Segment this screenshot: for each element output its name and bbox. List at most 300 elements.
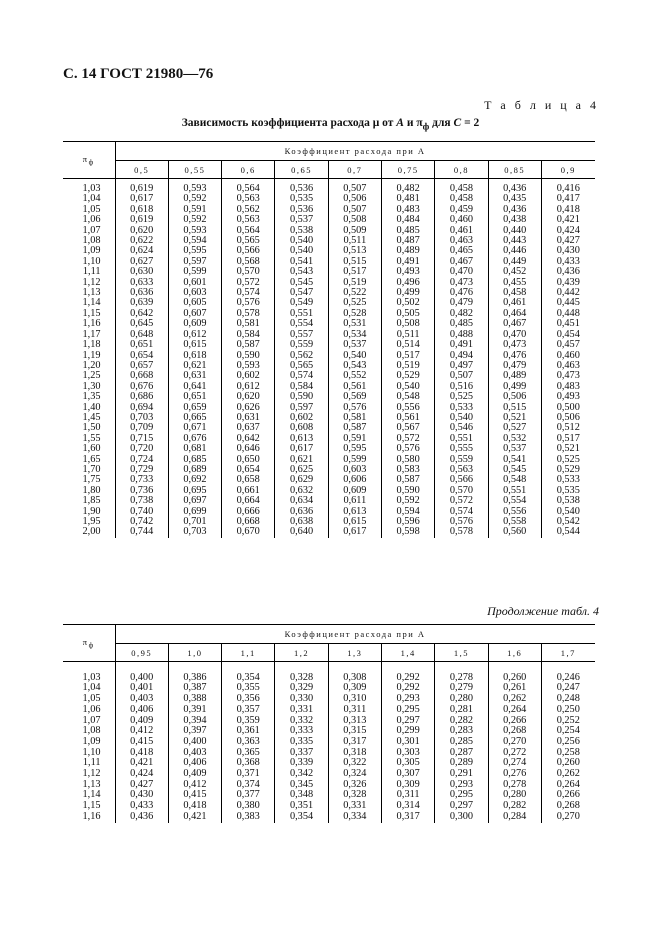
coefficient-cell: 0,584	[222, 330, 275, 340]
coefficient-cell: 0,279	[435, 683, 488, 694]
coefficient-cell: 0,371	[222, 769, 275, 780]
header-separator	[63, 662, 595, 673]
coefficient-cell: 0,464	[488, 309, 541, 319]
coefficient-cell: 0,527	[488, 423, 541, 433]
coefficient-cell: 0,307	[381, 769, 434, 780]
coefficient-cell: 0,619	[115, 184, 168, 194]
coefficient-cell: 0,355	[222, 683, 275, 694]
coefficient-cell: 0,654	[222, 465, 275, 475]
coefficient-cell: 0,299	[381, 726, 434, 737]
coefficient-cell: 0,418	[168, 801, 221, 812]
coefficient-cell: 0,256	[556, 735, 580, 747]
coefficient-cell: 0,435	[488, 194, 541, 204]
coefficient-cell: 0,686	[115, 392, 168, 402]
coefficient-cell: 0,642	[222, 434, 275, 444]
coefficient-cell: 0,587	[328, 423, 381, 433]
coefficient-cell: 0,445	[556, 297, 580, 309]
coefficient-cell: 0,557	[275, 330, 328, 340]
coefficient-cell: 0,502	[381, 298, 434, 308]
coefficient-cell: 0,576	[222, 298, 275, 308]
coefficient-cell: 0,512	[556, 422, 580, 434]
pi-value-cell: 1,04	[63, 683, 115, 694]
coefficient-cell: 0,483	[556, 380, 580, 392]
coefficient-cell: 0,467	[435, 257, 488, 267]
coefficient-cell: 0,612	[222, 382, 275, 392]
coefficient-cell: 0,305	[381, 758, 434, 769]
coefficient-cell: 0,537	[488, 444, 541, 454]
coefficient-cell: 0,639	[115, 298, 168, 308]
coefficient-cell: 0,531	[328, 319, 381, 329]
coefficient-cell: 0,315	[328, 726, 381, 737]
coefficient-cell: 0,458	[435, 194, 488, 204]
coefficient-cell: 0,548	[381, 392, 434, 402]
table-number-label: Т а б л и ц а 4	[484, 98, 599, 112]
column-header: 1,4	[381, 644, 434, 662]
coefficient-cell: 0,543	[275, 267, 328, 277]
coefficient-cell: 0,365	[222, 748, 275, 759]
coefficient-cell: 0,517	[381, 351, 434, 361]
coefficient-cell: 0,317	[328, 737, 381, 748]
coefficient-cell: 0,272	[488, 748, 541, 759]
coefficient-cell: 0,533	[435, 403, 488, 413]
coefficient-cell: 0,574	[275, 371, 328, 381]
coefficient-cell: 0,348	[275, 790, 328, 801]
coefficient-cell: 0,540	[328, 351, 381, 361]
coefficient-cell: 0,476	[488, 351, 541, 361]
coefficient-cell: 0,619	[115, 215, 168, 225]
coefficient-cell: 0,311	[381, 790, 434, 801]
coefficient-cell: 0,261	[488, 683, 541, 694]
coefficient-cell: 0,634	[275, 496, 328, 506]
coefficient-cell: 0,661	[222, 486, 275, 496]
pi-value-cell: 1,03	[63, 184, 115, 194]
coefficient-cell: 0,479	[435, 298, 488, 308]
coefficient-cell: 0,496	[381, 278, 434, 288]
pi-value-cell: 1,11	[63, 267, 115, 277]
coefficient-cell: 0,280	[488, 790, 541, 801]
pi-value-cell: 1,13	[63, 288, 115, 298]
coefficient-cell: 0,292	[381, 683, 434, 694]
coefficient-cell: 0,254	[556, 725, 580, 737]
corner-header: $\pi_ф$	[63, 625, 115, 662]
coefficient-cell: 0,576	[435, 517, 488, 527]
table-row	[63, 812, 595, 823]
separator-cell	[488, 662, 541, 673]
coefficient-cell: 0,332	[275, 716, 328, 727]
coefficient-cell: 0,454	[556, 328, 580, 340]
coefficient-cell: 0,515	[328, 257, 381, 267]
column-header: 0,65	[275, 161, 328, 179]
coefficient-cell: 0,439	[556, 276, 580, 288]
coefficient-cell: 0,562	[275, 351, 328, 361]
pi-value-cell: 1,90	[63, 507, 115, 517]
pi-value-cell: 1,55	[63, 434, 115, 444]
coefficient-cell: 0,479	[488, 361, 541, 371]
coefficient-cell: 0,522	[328, 288, 381, 298]
coefficient-cell: 0,595	[328, 444, 381, 454]
caption-part: Зависимость коэффициента расхода	[181, 117, 373, 129]
coefficient-cell: 0,438	[488, 215, 541, 225]
coefficient-cell: 0,594	[381, 507, 434, 517]
coefficient-cell: 0,291	[435, 769, 488, 780]
caption-part: и	[403, 117, 417, 129]
column-header: 0,55	[168, 161, 221, 179]
coefficient-cell: 0,274	[488, 758, 541, 769]
coefficient-cell: 0,388	[168, 694, 221, 705]
coefficient-cell: 0,574	[222, 288, 275, 298]
coefficient-cell: 0,282	[488, 801, 541, 812]
coefficient-cell: 0,400	[168, 737, 221, 748]
pi-value-cell: 1,10	[63, 748, 115, 759]
coefficient-cell: 0,668	[115, 371, 168, 381]
coefficient-cell: 0,545	[488, 465, 541, 475]
coefficient-cell: 0,326	[328, 780, 381, 791]
coefficient-cell: 0,676	[115, 382, 168, 392]
coefficient-cell: 0,528	[328, 309, 381, 319]
coefficient-cell: 0,593	[222, 361, 275, 371]
coefficient-cell: 0,500	[556, 401, 580, 413]
coefficient-cell: 0,633	[115, 278, 168, 288]
coefficient-cell: 0,664	[222, 496, 275, 506]
coefficient-cell: 0,357	[222, 705, 275, 716]
pi-value-cell: 1,11	[63, 758, 115, 769]
coefficient-cell: 0,536	[275, 205, 328, 215]
coefficient-cell: 0,337	[275, 748, 328, 759]
coefficient-cell: 0,446	[488, 246, 541, 256]
pi-value-cell: 1,08	[63, 726, 115, 737]
coefficient-cell: 0,694	[115, 403, 168, 413]
coefficient-cell: 0,433	[115, 801, 168, 812]
coefficient-cell: 0,566	[222, 246, 275, 256]
coefficient-cell: 0,651	[115, 340, 168, 350]
group-header: Коэффициент расхода при A	[115, 142, 595, 161]
coefficient-cell: 0,605	[168, 298, 221, 308]
pi-value-cell: 1,80	[63, 486, 115, 496]
coefficient-cell: 0,699	[168, 507, 221, 517]
pi-value-cell: 1,60	[63, 444, 115, 454]
coefficient-cell: 0,403	[168, 748, 221, 759]
coefficient-cell: 0,264	[556, 778, 580, 790]
coefficient-cell: 0,276	[488, 769, 541, 780]
coefficient-cell: 0,627	[115, 257, 168, 267]
coefficient-cell: 0,618	[115, 205, 168, 215]
table-row	[63, 737, 595, 748]
coefficient-cell: 0,314	[381, 801, 434, 812]
coefficient-cell: 0,709	[115, 423, 168, 433]
coefficient-cell: 0,556	[381, 403, 434, 413]
coefficient-cell: 0,551	[488, 486, 541, 496]
coefficient-cell: 0,537	[328, 340, 381, 350]
pi-value-cell: 1,15	[63, 309, 115, 319]
coefficient-cell: 0,283	[435, 726, 488, 737]
coefficient-cell: 0,506	[556, 411, 580, 423]
coefficient-cell: 0,406	[115, 705, 168, 716]
pi-value-cell: 1,85	[63, 496, 115, 506]
pi-value-cell: 1,14	[63, 298, 115, 308]
coefficient-cell: 0,626	[222, 403, 275, 413]
coefficient-cell: 0,322	[328, 758, 381, 769]
pi-value-cell: 1,13	[63, 780, 115, 791]
coefficient-cell: 0,538	[556, 495, 580, 507]
coefficient-cell: 0,578	[435, 527, 488, 537]
pi-value-cell: 1,17	[63, 330, 115, 340]
coefficient-cell: 0,547	[275, 288, 328, 298]
coefficient-cell: 0,724	[115, 455, 168, 465]
coefficient-cell: 0,268	[488, 726, 541, 737]
coefficient-cell: 0,665	[168, 413, 221, 423]
column-header: 0,6	[222, 161, 275, 179]
coefficient-cell: 0,461	[488, 298, 541, 308]
pi-value-cell: 1,25	[63, 371, 115, 381]
coefficient-cell: 0,403	[115, 694, 168, 705]
coefficient-cell: 0,685	[168, 455, 221, 465]
coefficient-cell: 0,473	[556, 370, 580, 382]
coefficient-cell: 0,377	[222, 790, 275, 801]
coefficient-cell: 0,617	[328, 527, 381, 537]
coefficient-cell: 0,584	[275, 382, 328, 392]
coefficient-cell: 0,670	[222, 527, 275, 537]
coefficient-cell: 0,451	[556, 318, 580, 330]
coefficient-cell: 0,262	[556, 768, 580, 780]
coefficient-cell: 0,394	[168, 716, 221, 727]
flow-coefficient-table-1	[63, 141, 595, 538]
coefficient-cell: 0,455	[488, 278, 541, 288]
coefficient-cell: 0,551	[275, 309, 328, 319]
separator-cell	[435, 662, 488, 673]
coefficient-cell: 0,463	[556, 359, 580, 371]
coefficient-cell: 0,529	[556, 463, 580, 475]
coefficient-cell: 0,284	[488, 812, 541, 823]
coefficient-cell: 0,568	[222, 257, 275, 267]
coefficient-cell: 0,566	[435, 475, 488, 485]
column-header: 1,5	[435, 644, 488, 662]
coefficient-cell: 0,506	[328, 194, 381, 204]
caption-symbol-c: C	[453, 117, 462, 129]
coefficient-cell: 0,570	[222, 267, 275, 277]
column-header: 0,5	[115, 161, 168, 179]
coefficient-cell: 0,744	[115, 527, 168, 537]
coefficient-cell: 0,248	[556, 693, 580, 705]
coefficient-cell: 0,742	[115, 517, 168, 527]
coefficient-cell: 0,482	[435, 309, 488, 319]
coefficient-cell: 0,264	[488, 705, 541, 716]
coefficient-cell: 0,517	[556, 432, 580, 444]
coefficient-cell: 0,598	[381, 527, 434, 537]
pi-value-cell: 1,70	[63, 465, 115, 475]
pi-value-cell: 1,09	[63, 246, 115, 256]
coefficient-cell: 0,507	[435, 371, 488, 381]
pi-value-cell: 1,19	[63, 351, 115, 361]
table-row	[63, 392, 595, 402]
coefficient-cell: 0,545	[275, 278, 328, 288]
coefficient-cell: 0,651	[168, 392, 221, 402]
coefficient-cell: 0,328	[275, 673, 328, 684]
coefficient-cell: 0,374	[222, 780, 275, 791]
coefficient-cell: 0,637	[222, 423, 275, 433]
coefficient-cell: 0,548	[488, 475, 541, 485]
coefficient-cell: 0,581	[222, 319, 275, 329]
coefficient-cell: 0,658	[222, 475, 275, 485]
coefficient-cell: 0,621	[168, 361, 221, 371]
coefficient-cell: 0,354	[275, 812, 328, 823]
coefficient-cell: 0,561	[328, 382, 381, 392]
pi-value-cell: 1,18	[63, 340, 115, 350]
coefficient-cell: 0,266	[488, 716, 541, 727]
coefficient-cell: 0,559	[275, 340, 328, 350]
coefficient-cell: 0,465	[435, 246, 488, 256]
coefficient-cell: 0,345	[275, 780, 328, 791]
coefficient-cell: 0,590	[222, 351, 275, 361]
coefficient-cell: 0,449	[488, 257, 541, 267]
caption-sub: ф	[422, 121, 430, 133]
coefficient-cell: 0,508	[381, 319, 434, 329]
coefficient-cell: 0,499	[488, 382, 541, 392]
coefficient-cell: 0,488	[435, 330, 488, 340]
column-header: 0,95	[115, 644, 168, 662]
column-header: 1,3	[328, 644, 381, 662]
coefficient-cell: 0,701	[168, 517, 221, 527]
pi-value-cell: 1,06	[63, 705, 115, 716]
flow-coefficient-table-2	[63, 624, 595, 823]
coefficient-cell: 0,484	[381, 215, 434, 225]
coefficient-cell: 0,607	[168, 309, 221, 319]
caption-part: от	[379, 117, 397, 129]
coefficient-cell: 0,511	[328, 236, 381, 246]
coefficient-cell: 0,556	[488, 507, 541, 517]
coefficient-cell: 0,646	[222, 444, 275, 454]
coefficient-cell: 0,380	[222, 801, 275, 812]
pi-value-cell: 1,20	[63, 361, 115, 371]
coefficient-cell: 0,671	[168, 423, 221, 433]
pi-value-cell: 1,09	[63, 737, 115, 748]
coefficient-cell: 0,278	[488, 780, 541, 791]
coefficient-cell: 0,285	[435, 737, 488, 748]
coefficient-cell: 0,333	[275, 726, 328, 737]
coefficient-cell: 0,558	[488, 517, 541, 527]
coefficient-cell: 0,295	[381, 705, 434, 716]
coefficient-cell: 0,268	[556, 800, 580, 812]
pi-value-cell: 1,75	[63, 475, 115, 485]
coefficient-cell: 0,529	[381, 371, 434, 381]
coefficient-cell: 0,697	[168, 496, 221, 506]
coefficient-cell: 0,457	[556, 339, 580, 351]
coefficient-cell: 0,541	[488, 455, 541, 465]
coefficient-cell: 0,517	[328, 267, 381, 277]
pi-value-cell: 1,14	[63, 790, 115, 801]
coefficient-cell: 0,648	[115, 330, 168, 340]
coefficient-cell: 0,567	[381, 423, 434, 433]
coefficient-cell: 0,601	[168, 278, 221, 288]
corner-header: $\pi_ф$	[63, 142, 115, 179]
coefficient-cell: 0,391	[168, 705, 221, 716]
column-header: 1,2	[275, 644, 328, 662]
coefficient-cell: 0,493	[556, 391, 580, 403]
coefficient-cell: 0,317	[381, 812, 434, 823]
separator-cell	[381, 662, 434, 673]
coefficient-cell: 0,507	[328, 205, 381, 215]
table-row	[63, 527, 595, 537]
coefficient-cell: 0,421	[168, 812, 221, 823]
coefficient-cell: 0,266	[556, 789, 580, 801]
coefficient-cell: 0,287	[435, 748, 488, 759]
coefficient-cell: 0,400	[115, 673, 168, 684]
coefficient-cell: 0,521	[556, 443, 580, 455]
coefficient-cell: 0,532	[488, 434, 541, 444]
coefficient-cell: 0,436	[488, 205, 541, 215]
coefficient-cell: 0,695	[168, 486, 221, 496]
coefficient-cell: 0,330	[275, 694, 328, 705]
coefficient-cell: 0,505	[381, 309, 434, 319]
coefficient-cell: 0,487	[381, 236, 434, 246]
coefficient-cell: 0,458	[435, 184, 488, 194]
separator-cell	[275, 662, 328, 673]
pi-value-cell: 1,45	[63, 413, 115, 423]
coefficient-cell: 0,467	[488, 319, 541, 329]
pi-value-cell: 1,12	[63, 278, 115, 288]
coefficient-cell: 0,309	[381, 780, 434, 791]
coefficient-cell: 0,596	[381, 517, 434, 527]
coefficient-cell: 0,603	[168, 288, 221, 298]
pi-value-cell: 1,50	[63, 423, 115, 433]
coefficient-cell: 0,617	[275, 444, 328, 454]
coefficient-cell: 0,560	[488, 527, 541, 537]
pi-value-cell: 1,40	[63, 403, 115, 413]
caption-symbol-mu: μ	[372, 117, 380, 129]
coefficient-cell: 0,581	[328, 413, 381, 423]
coefficient-cell: 0,368	[222, 758, 275, 769]
coefficient-cell: 0,282	[435, 716, 488, 727]
coefficient-cell: 0,703	[115, 413, 168, 423]
coefficient-cell: 0,401	[115, 683, 168, 694]
coefficient-cell: 0,692	[168, 475, 221, 485]
coefficient-cell: 0,593	[168, 226, 221, 236]
coefficient-cell: 0,421	[115, 758, 168, 769]
pi-value-cell: 1,95	[63, 517, 115, 527]
coefficient-cell: 0,481	[381, 194, 434, 204]
column-header: 0,75	[381, 161, 434, 179]
coefficient-cell: 0,482	[381, 184, 434, 194]
coefficient-cell: 0,593	[168, 184, 221, 194]
coefficient-cell: 0,740	[115, 507, 168, 517]
coefficient-cell: 0,270	[488, 737, 541, 748]
caption-symbol-a: A	[396, 117, 404, 129]
coefficient-cell: 0,632	[275, 486, 328, 496]
coefficient-cell: 0,597	[275, 403, 328, 413]
coefficient-cell: 0,356	[222, 694, 275, 705]
table-row	[63, 444, 595, 454]
column-header: 0,8	[435, 161, 488, 179]
coefficient-cell: 0,473	[435, 278, 488, 288]
pi-value-cell: 1,65	[63, 455, 115, 465]
coefficient-cell: 0,540	[381, 382, 434, 392]
coefficient-cell: 0,602	[275, 413, 328, 423]
coefficient-cell: 0,334	[328, 812, 381, 823]
coefficient-cell: 0,412	[115, 726, 168, 737]
coefficient-cell: 0,576	[381, 444, 434, 454]
coefficient-cell: 0,537	[275, 215, 328, 225]
coefficient-cell: 0,602	[222, 371, 275, 381]
coefficient-cell: 0,493	[381, 267, 434, 277]
column-header: 1,0	[168, 644, 221, 662]
coefficient-cell: 0,538	[275, 226, 328, 236]
coefficient-cell: 0,609	[328, 486, 381, 496]
coefficient-cell: 0,270	[556, 810, 580, 822]
coefficient-cell: 0,645	[115, 319, 168, 329]
coefficient-cell: 0,489	[381, 246, 434, 256]
coefficient-cell: 0,324	[328, 769, 381, 780]
coefficient-cell: 0,519	[381, 361, 434, 371]
coefficient-cell: 0,563	[222, 194, 275, 204]
